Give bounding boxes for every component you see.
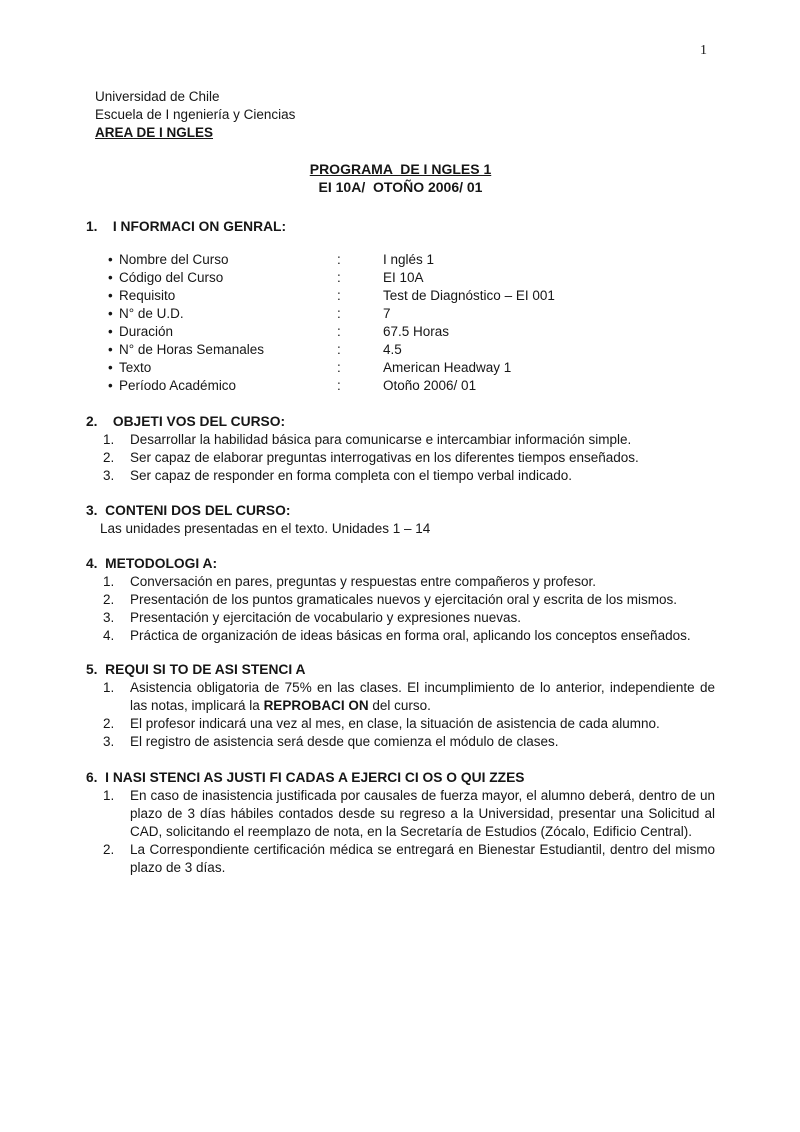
- section-contenidos: [86, 502, 715, 538]
- bullet-icon: •: [108, 270, 113, 285]
- item-number: 1.: [103, 788, 115, 803]
- objetivos-list: [86, 431, 715, 485]
- section-heading: 3. CONTENI DOS DEL CURSO:: [86, 503, 291, 518]
- list-item: [103, 841, 715, 877]
- letterhead-university: Universidad de Chile: [95, 89, 220, 104]
- info-value: I nglés 1: [383, 252, 435, 267]
- info-row: [108, 287, 715, 305]
- item-number: 1.: [103, 680, 115, 695]
- section-heading: 1. I NFORMACI ON GENRAL:: [86, 219, 287, 234]
- info-label: Código del Curso: [119, 270, 224, 285]
- info-label: N° de U.D.: [119, 306, 184, 321]
- item-number: 3.: [103, 734, 115, 749]
- item-text: Desarrollar la habilidad básica para comunicarse e intercambiar información simple.: [130, 432, 632, 447]
- bullet-icon: •: [108, 342, 113, 357]
- item-number: 2.: [103, 592, 115, 607]
- inasistencias-list: [86, 787, 715, 877]
- info-value: 4.5: [383, 342, 402, 357]
- info-separator: :: [337, 270, 341, 285]
- bullet-icon: •: [108, 252, 113, 267]
- item-text: Presentación de los puntos gramaticales nuevos y ejercitación oral y escrita de los mismos.: [130, 592, 678, 607]
- info-separator: :: [337, 306, 341, 321]
- section-objetivos: [86, 413, 715, 485]
- list-item: [103, 733, 715, 751]
- bullet-icon: •: [108, 378, 113, 393]
- item-text: La Correspondiente certificación médica se entregará en Bienestar Estudiantil, dentro del mismo plazo de 3 días.: [130, 842, 715, 875]
- item-number: 2.: [103, 450, 115, 465]
- document-title: PROGRAMA DE I NGLES 1: [309, 161, 492, 177]
- info-separator: :: [337, 342, 341, 357]
- info-value: Otoño 2006/ 01: [383, 378, 477, 393]
- item-text: En caso de inasistencia justificada por causales de fuerza mayor, el alumno deberá, dentro de un plazo de 3 días hábiles contados desde su regreso a la Universidad, presentar una Solicitud al CAD, solicitando el reemplazo de nota, en la Secretaría de Estudios (Zócalo, Edificio Central).: [130, 788, 715, 839]
- item-text: Práctica de organización de ideas básicas en forma oral, aplicando los conceptos enseñados.: [130, 628, 691, 643]
- item-number: 3.: [103, 610, 115, 625]
- info-value: EI 10A: [383, 270, 424, 285]
- item-text: Ser capaz de elaborar preguntas interrogativas en los diferentes tiempos enseñados.: [130, 450, 639, 465]
- item-number: 2.: [103, 716, 115, 731]
- info-value: American Headway 1: [383, 360, 512, 375]
- info-label: Requisito: [119, 288, 176, 303]
- letterhead: [95, 88, 715, 142]
- list-item: [103, 787, 715, 841]
- title-block: [86, 160, 715, 196]
- item-text: Conversación en pares, preguntas y respuestas entre compañeros y profesor.: [130, 574, 597, 589]
- item-text-pre: Asistencia obligatoria de 75% en las clases. El incumplimiento de lo anterior, independiente de las notas, implicará la: [130, 680, 715, 713]
- item-text: [130, 679, 715, 715]
- item-text-post: del curso.: [368, 698, 431, 713]
- info-separator: :: [337, 288, 341, 303]
- bullet-icon: •: [108, 288, 113, 303]
- letterhead-school: Escuela de I ngeniería y Ciencias: [95, 107, 296, 122]
- section-metodologia: [86, 555, 715, 645]
- item-text: El registro de asistencia será desde que comienza el módulo de clases.: [130, 734, 559, 749]
- list-item: [103, 591, 715, 609]
- section-informacion-general: [86, 218, 715, 395]
- list-item: [103, 449, 715, 467]
- page-number: 1: [700, 43, 707, 58]
- asistencia-list: [86, 679, 715, 751]
- letterhead-area: AREA DE I NGLES: [95, 125, 214, 140]
- section-heading: 2. OBJETI VOS DEL CURSO:: [86, 414, 286, 429]
- general-info-list: [86, 251, 715, 395]
- bullet-icon: •: [108, 360, 113, 375]
- metodologia-list: [86, 573, 715, 645]
- info-separator: :: [337, 360, 341, 375]
- section-asistencia: [86, 661, 715, 751]
- info-value: Test de Diagnóstico – EI 001: [383, 288, 555, 303]
- section-heading: 5. REQUI SI TO DE ASI STENCI A: [86, 662, 306, 677]
- info-value: 7: [383, 306, 391, 321]
- list-item: [103, 573, 715, 591]
- info-separator: :: [337, 252, 341, 267]
- info-label: Texto: [119, 360, 152, 375]
- info-row: [108, 323, 715, 341]
- item-number: 1.: [103, 574, 115, 589]
- item-text: Presentación y ejercitación de vocabulario y expresiones nuevas.: [130, 610, 521, 625]
- info-label: Nombre del Curso: [119, 252, 229, 267]
- bullet-icon: •: [108, 324, 113, 339]
- item-number: 2.: [103, 842, 115, 857]
- list-item: [103, 715, 715, 733]
- item-text-bold: REPROBACI ON: [263, 698, 369, 713]
- info-row: [108, 305, 715, 323]
- item-text: El profesor indicará una vez al mes, en clase, la situación de asistencia de cada alumno.: [130, 716, 660, 731]
- info-row: [108, 269, 715, 287]
- info-row: [108, 359, 715, 377]
- section-heading: 4. METODOLOGI A:: [86, 556, 218, 571]
- contenidos-text: Las unidades presentadas en el texto. Unidades 1 – 14: [100, 521, 431, 536]
- info-label: Duración: [119, 324, 174, 339]
- info-row: [108, 377, 715, 395]
- info-row: [108, 251, 715, 269]
- section-heading: 6. I NASI STENCI AS JUSTI FI CADAS A EJERCI CI OS O QUI ZZES: [86, 770, 525, 785]
- bullet-icon: •: [108, 306, 113, 321]
- list-item: [103, 679, 715, 715]
- info-label: N° de Horas Semanales: [119, 342, 264, 357]
- info-value: 67.5 Horas: [383, 324, 450, 339]
- info-separator: :: [337, 324, 341, 339]
- list-item: [103, 431, 715, 449]
- list-item: [103, 467, 715, 485]
- item-text: Ser capaz de responder en forma completa con el tiempo verbal indicado.: [130, 468, 572, 483]
- item-number: 1.: [103, 432, 115, 447]
- item-number: 4.: [103, 628, 115, 643]
- item-number: 3.: [103, 468, 115, 483]
- list-item: [103, 609, 715, 627]
- info-separator: :: [337, 378, 341, 393]
- info-row: [108, 341, 715, 359]
- section-inasistencias: [86, 769, 715, 877]
- info-label: Período Académico: [119, 378, 237, 393]
- document-subtitle: EI 10A/ OTOÑO 2006/ 01: [318, 179, 483, 195]
- list-item: [103, 627, 715, 645]
